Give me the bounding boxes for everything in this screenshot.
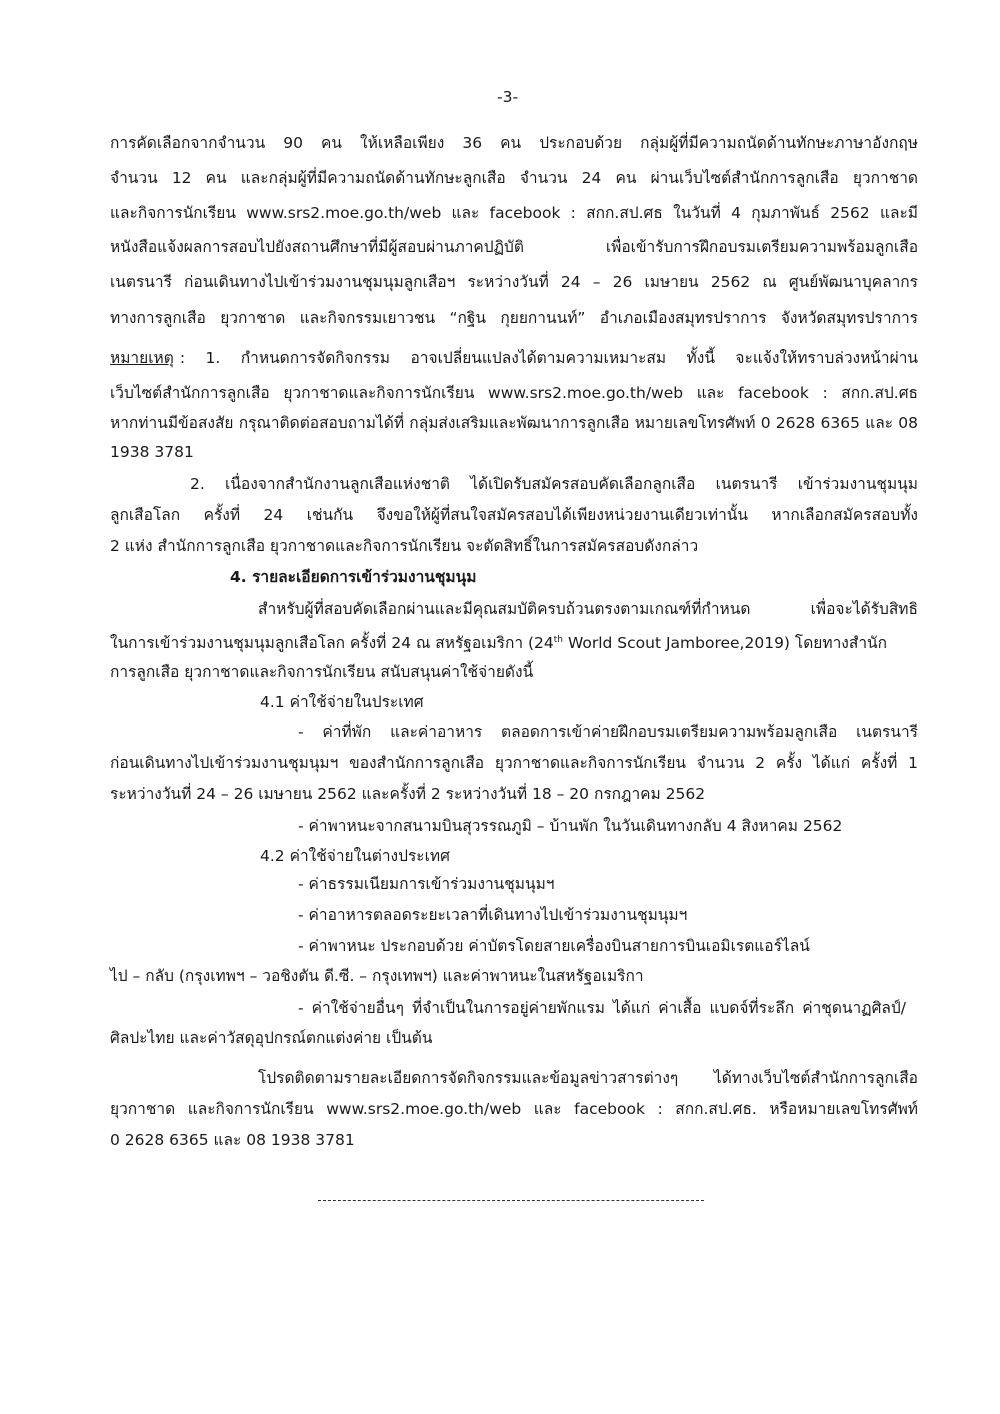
text-line: จำนวน 12 คน และกลุ่มผู้ที่มีความถนัดด้านทักษะลูกเสือ จำนวน 24 คน ผ่านเว็บไซต์สำนักการลูกเสือ ยุวกาชาด: [110, 169, 918, 187]
text-line: - ค่าอาหารตลอดระยะเวลาที่เดินทางไปเข้าร่วมงานชุมนุมฯ: [298, 906, 688, 924]
text-line: 1938 3781: [110, 443, 194, 461]
section-4-1-heading: 4.1 ค่าใช้จ่ายในประเทศ: [260, 693, 424, 711]
text-line: 2. เนื่องจากสำนักงานลูกเสือแห่งชาติ ได้เปิดรับสมัครสอบคัดเลือกลูกเสือ เนตรนารี เข้าร่วมงานชุมนุม: [190, 475, 918, 493]
text-line: ศิลปะไทย และค่าวัสดุอุปกรณ์ตกแต่งค่าย เป็นต้น: [110, 1029, 433, 1047]
text-line: ลูกเสือโลก ครั้งที่ 24 เช่นกัน จึงขอให้ผู้ที่สนใจสมัครสอบได้เพียงหน่วยงานเดียวเท่านั้น หากเลือกสมัครสอบทั้ง: [110, 506, 918, 524]
section-4-2-heading: 4.2 ค่าใช้จ่ายในต่างประเทศ: [260, 847, 450, 865]
note-label: หมายเหตุ: [110, 349, 174, 367]
end-divider: [318, 1200, 704, 1201]
text-line: ระหว่างวันที่ 24 – 26 เมษายน 2562 และครั้งที่ 2 ระหว่างวันที่ 18 – 20 กรกฎาคม 2562: [110, 785, 706, 803]
text-line: หนังสือแจ้งผลการสอบไปยังสถานศึกษาที่มีผู้สอบผ่านภาคปฏิบัติ เพื่อเข้ารับการฝึกอบรมเตรียมความพร้อมลูกเสือ: [110, 238, 918, 256]
text-line: 0 2628 6365 และ 08 1938 3781: [110, 1131, 355, 1149]
superscript: th: [553, 635, 564, 645]
text-line: : 1. กำหนดการจัดกิจกรรม อาจเปลี่ยนแปลงได้ตามความเหมาะสม ทั้งนี้ จะแจ้งให้ทราบล่วงหน้าผ่าน: [179, 349, 918, 367]
section-4-heading: 4. รายละเอียดการเข้าร่วมงานชุมนุม: [230, 568, 477, 586]
text-line: และกิจการนักเรียน www.srs2.moe.go.th/web และ facebook : สกก.สป.ศธ ในวันที่ 4 กุมภาพันธ์ 2562 และมี: [110, 204, 918, 222]
text-line: - ค่าใช้จ่ายอื่นๆ ที่จำเป็นในการอยู่ค่ายพักแรม ได้แก่ ค่าเสื้อ แบดจ์ที่ระลึก ค่าชุดนาฏศิลป์/: [298, 999, 906, 1017]
text-line: การลูกเสือ ยุวกาชาดและกิจการนักเรียน สนับสนุนค่าใช้จ่ายดังนี้: [110, 663, 534, 681]
text-line: การคัดเลือกจากจำนวน 90 คน ให้เหลือเพียง 36 คน ประกอบด้วย กลุ่มผู้ที่มีความถนัดด้านทักษะภาษาอังกฤษ: [110, 134, 918, 152]
text-line: เว็บไซต์สำนักการลูกเสือ ยุวกาชาดและกิจการนักเรียน www.srs2.moe.go.th/web และ facebook : สกก.สป.ศธ: [110, 384, 918, 402]
page-number: -3-: [497, 88, 519, 106]
text-line: โปรดติดตามรายละเอียดการจัดกิจกรรมและข้อมูลข่าวสารต่างๆ ได้ทางเว็บไซต์สำนักการลูกเสือ: [258, 1069, 918, 1087]
text-segment: World Scout Jamboree,2019) โดยทางสำนัก: [563, 634, 888, 653]
text-line: - ค่าธรรมเนียมการเข้าร่วมงานชุมนุมฯ: [298, 875, 555, 893]
text-line: หากท่านมีข้อสงสัย กรุณาติดต่อสอบถามได้ที่ กลุ่มส่งเสริมและพัฒนาการลูกเสือ หมายเลขโทรศัพท์ 0 2628 6365 และ 08: [110, 414, 918, 432]
text-line: 2 แห่ง สำนักการลูกเสือ ยุวกาชาดและกิจการนักเรียน จะตัดสิทธิ์ในการสมัครสอบดังกล่าว: [110, 537, 699, 555]
text-line: ไป – กลับ (กรุงเทพฯ – วอชิงตัน ดี.ซี. – กรุงเทพฯ) และค่าพาหนะในสหรัฐอเมริกา: [110, 967, 644, 985]
text-line: - ค่าที่พัก และค่าอาหาร ตลอดการเข้าค่ายฝึกอบรมเตรียมความพร้อมลูกเสือ เนตรนารี: [298, 723, 918, 741]
text-line: ก่อนเดินทางไปเข้าร่วมงานชุมนุมฯ ของสำนักการลูกเสือ ยุวกาชาดและกิจการนักเรียน จำนวน 2 ครั้ง ได้แก่ ครั้งที่ 1: [110, 754, 918, 772]
text-line: ทางการลูกเสือ ยุวกาชาด และกิจกรรมเยาวชน “กฐิน กุยยกานนท์” อำเภอเมืองสมุทรปราการ จังหวัดสมุทรปราการ: [110, 309, 918, 327]
text-segment: ในการเข้าร่วมงานชุมนุมลูกเสือโลก ครั้งที่ 24 ณ สหรัฐอเมริกา (24: [110, 634, 554, 653]
text-line: สำหรับผู้ที่สอบคัดเลือกผ่านและมีคุณสมบัติครบถ้วนตรงตามเกณฑ์ที่กำหนด เพื่อจะได้รับสิทธิ: [258, 600, 918, 618]
text-line: เนตรนารี ก่อนเดินทางไปเข้าร่วมงานชุมนุมลูกเสือฯ ระหว่างวันที่ 24 – 26 เมษายน 2562 ณ ศูนย์พัฒนาบุคลากร: [110, 273, 918, 291]
text-line: - ค่าพาหนะจากสนามบินสุวรรณภูมิ – บ้านพัก ในวันเดินทางกลับ 4 สิงหาคม 2562: [298, 817, 843, 835]
text-line: ยุวกาชาด และกิจการนักเรียน www.srs2.moe.go.th/web และ facebook : สกก.สป.ศธ. หรือหมายเลขโทรศัพท์: [110, 1100, 918, 1118]
text-line: - ค่าพาหนะ ประกอบด้วย ค่าบัตรโดยสายเครื่องบินสายการบินเอมิเรตแอร์ไลน์: [298, 937, 810, 955]
